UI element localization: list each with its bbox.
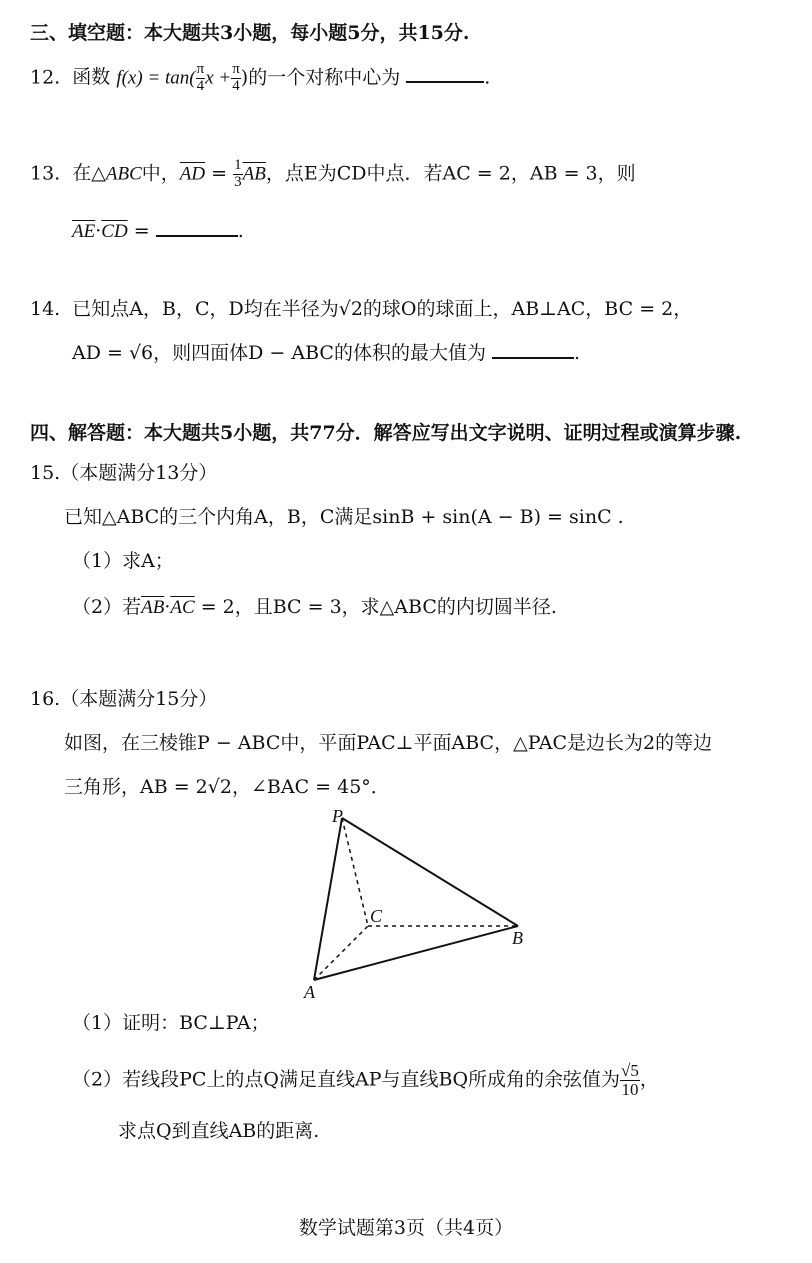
question-13: 13. 在△ABC中，$\overline{AD}$ = $\frac{1}{3}$ $\overline{AB}$，点E为CD中点．若AC = 2，AB = 3，则 <box>30 157 636 190</box>
section4-heading: 四、解答题：本大题共5小题，共77分．解答应写出文字说明、证明过程或演算步骤. <box>30 422 742 444</box>
q14-line1: 已知点A，B，C，D均在半径为√2的球O的球面上，AB⊥AC，BC = 2， <box>72 298 693 320</box>
vector-cd: $\overline{CD}$ <box>101 221 128 242</box>
edge-pb <box>342 818 518 926</box>
question-number: 14. <box>30 298 61 320</box>
score-note: （本题满分15分） <box>60 688 218 710</box>
vertex-label-a: A <box>304 982 315 1002</box>
page-footer: 数学试题第3页（共4页） <box>298 1217 514 1239</box>
vertex-label-b: B <box>512 928 523 948</box>
question-14 <box>30 298 692 321</box>
q16-frac: $\frac{√5}{10}$ <box>621 1061 639 1099</box>
q14-line2: AD = √6，则四面体D − ABC的体积的最大值为 <box>72 342 486 364</box>
question-number: 13. <box>30 162 61 185</box>
answer-blank[interactable] <box>492 357 574 359</box>
section3-heading: 三、填空题：本大题共3小题，每小题5分，共15分. <box>30 22 470 44</box>
q15-part2: （2）若$\overline{AB}\cdot\overline{AC} = 2$，且BC = 3，求△ABC的内切圆半径. <box>72 596 557 618</box>
question-13-line2: $\overline{AE}\cdot\overline{CD}$ = . <box>72 220 244 242</box>
q16-part2: （2）若线段PC上的点Q满足直线AP与直线BQ所成角的余弦值为 $\frac{√5}{10}$ ， <box>72 1061 659 1099</box>
q16-stem-line1: 如图，在三棱锥P − ABC中，平面PAC⊥平面ABC，△PAC是边长为2的等边 <box>64 732 713 754</box>
question-16 <box>30 688 217 711</box>
question-number: 12. <box>30 66 61 89</box>
q16-part1: （1）证明：BC⊥PA； <box>72 1012 270 1034</box>
vector-ac: $\overline{AC}$ <box>170 597 195 618</box>
vertex-label-p: P <box>332 808 343 826</box>
q16-part2-line2: 求点Q到直线AB的距离. <box>118 1120 320 1142</box>
answer-blank[interactable] <box>406 81 484 83</box>
q12-pre: 函数 <box>72 66 111 89</box>
edge-pc <box>342 818 368 926</box>
question-number: 16. <box>30 688 61 710</box>
q12-func: f(x) = tan( <box>116 67 196 89</box>
answer-blank[interactable] <box>156 235 238 237</box>
q16-stem-line2: 三角形，AB = 2√2，∠BAC = 45°． <box>64 776 390 798</box>
q12-mid: x + <box>205 67 232 89</box>
q12-post: )的一个对称中心为 <box>240 66 401 89</box>
score-note: （本题满分13分） <box>60 462 218 484</box>
vertex-label-c: C <box>370 906 383 926</box>
vector-ab: $\overline{AB}$ <box>242 163 266 185</box>
question-12: 12. 函数 f(x) = tan( $\frac{\pi}{4}$ x + $\frac{\pi}{4}$ )的一个对称中心为 . <box>30 61 491 94</box>
edge-ab <box>314 926 518 980</box>
vector-ae: $\overline{AE}$ <box>72 221 96 242</box>
q12-frac1: $\frac{\pi}{4}$ <box>196 61 205 94</box>
vector-ab: $\overline{AB}$ <box>141 597 165 618</box>
q13-rest: ，点E为CD中点．若AC = 2，AB = 3，则 <box>265 162 636 185</box>
q15-stem: 已知△ABC的三个内角A，B，C满足sinB + sin(A − B) = sinC . <box>64 506 624 528</box>
tetrahedron-diagram <box>300 808 540 1008</box>
q15-part1: （1）求A； <box>72 550 174 572</box>
question-number: 15. <box>30 462 61 484</box>
question-15 <box>30 462 217 485</box>
q12-frac2: $\frac{\pi}{4}$ <box>232 61 240 94</box>
q13-pre: 在△ <box>72 162 106 185</box>
question-14-line2: AD = √6，则四面体D − ABC的体积的最大值为 . <box>72 342 581 364</box>
q13-frac: $\frac{1}{3}$ <box>234 157 242 190</box>
vector-ad: $\overline{AD}$ <box>179 163 206 185</box>
